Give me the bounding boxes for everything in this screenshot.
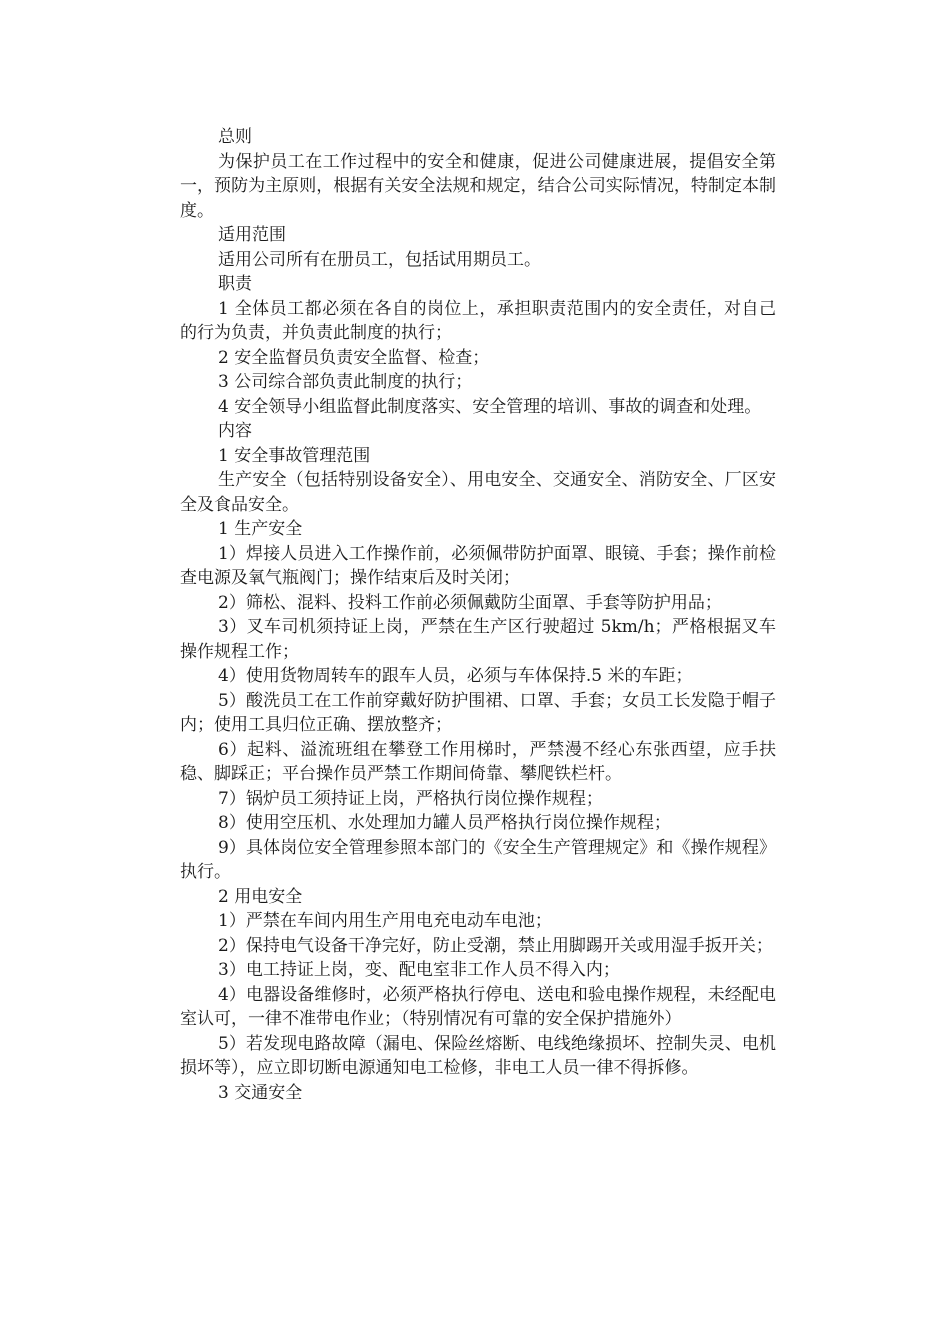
- heading-scope: 适用范围: [218, 225, 286, 245]
- production-safety-item: 4）使用货物周转车的跟车人员，必须与车体保持.5 米的车距；: [218, 666, 693, 686]
- production-safety-item: 2）筛松、混料、投料工作前必须佩戴防尘面罩、手套等防护用品；: [218, 592, 722, 613]
- electrical-safety-item: 5）若发现电路故障（漏电、保险丝熔断、电线绝缘损坏、控制失灵、电机损坏等），应立即切断电源通知电工检修，非电工人员一律不得拆修。: [180, 1033, 776, 1078]
- production-safety-item: 6）起料、溢流班组在攀登工作用梯时，严禁漫不经心东张西望，应手扶稳、脚踩正；平台操作员严禁工作期间倚靠、攀爬铁栏杆。: [180, 739, 776, 784]
- production-safety-item: 9）具体岗位安全管理参照本部门的《安全生产管理规定》和《操作规程》执行。: [180, 837, 776, 882]
- electrical-safety-item: 2）保持电气设备干净完好，防止受潮，禁止用脚踢开关或用湿手扳开关；: [218, 935, 773, 956]
- production-safety-item: 8）使用空压机、水处理加力罐人员严格执行岗位操作规程；: [218, 813, 671, 833]
- electrical-safety-item: 4）电器设备维修时，必须严格执行停电、送电和验电操作规程，未经配电室认可，一律不准带电作业；（特别情况有可靠的安全保护措施外）: [180, 984, 776, 1029]
- responsibility-item: 2 安全监督员负责安全监督、检查；: [218, 347, 490, 368]
- electrical-safety-item: 3）电工持证上岗，变、配电室非工作人员不得入内；: [218, 960, 620, 980]
- heading-general: 总则: [218, 127, 252, 147]
- document-page: [180, 125, 776, 1105]
- electrical-safety-item: 1）严禁在车间内用生产用电充电动车电池；: [218, 911, 552, 931]
- production-safety-item: 1）焊接人员进入工作操作前，必须佩带防护面罩、眼镜、手套；操作前检查电源及氧气瓶阀门；操作结束后及时关闭；: [180, 543, 776, 588]
- production-safety-item: 5）酸洗员工在工作前穿戴好防护围裙、口罩、手套；女员工长发隐于帽子内；使用工具归位正确、摆放整齐；: [180, 690, 776, 735]
- subheading-accident-scope: 1 安全事故管理范围: [218, 445, 371, 466]
- accident-scope-paragraph: 生产安全（包括特别设备安全）、用电安全、交通安全、消防安全、厂区安全及食品安全。: [180, 470, 776, 515]
- production-safety-item: 3）叉车司机须持证上岗，严禁在生产区行驶超过 5km/h；严格根据叉车操作规程工作；: [180, 617, 776, 662]
- subheading-traffic-safety: 3 交通安全: [218, 1082, 303, 1103]
- responsibility-item: 4 安全领导小组监督此制度落实、安全管理的培训、事故的调查和处理。: [218, 396, 762, 417]
- subheading-production-safety: 1 生产安全: [218, 519, 303, 539]
- production-safety-item: 7）锅炉员工须持证上岗，严格执行岗位操作规程；: [218, 788, 603, 809]
- responsibility-item: 3 公司综合部负责此制度的执行；: [218, 372, 473, 392]
- general-paragraph: 为保护员工在工作过程中的安全和健康，促进公司健康进展，提倡安全第一，预防为主原则，根据有关安全法规和规定，结合公司实际情况，特制定本制度。: [180, 151, 776, 221]
- heading-content: 内容: [218, 421, 252, 441]
- scope-paragraph: 适用公司所有在册员工，包括试用期员工。: [218, 249, 541, 270]
- responsibility-item: 1 全体员工都必须在各自的岗位上，承担职责范围内的安全责任，对自己的行为负责，并负责此制度的执行；: [180, 298, 776, 343]
- heading-responsibilities: 职责: [218, 274, 252, 294]
- subheading-electrical-safety: 2 用电安全: [218, 886, 303, 907]
